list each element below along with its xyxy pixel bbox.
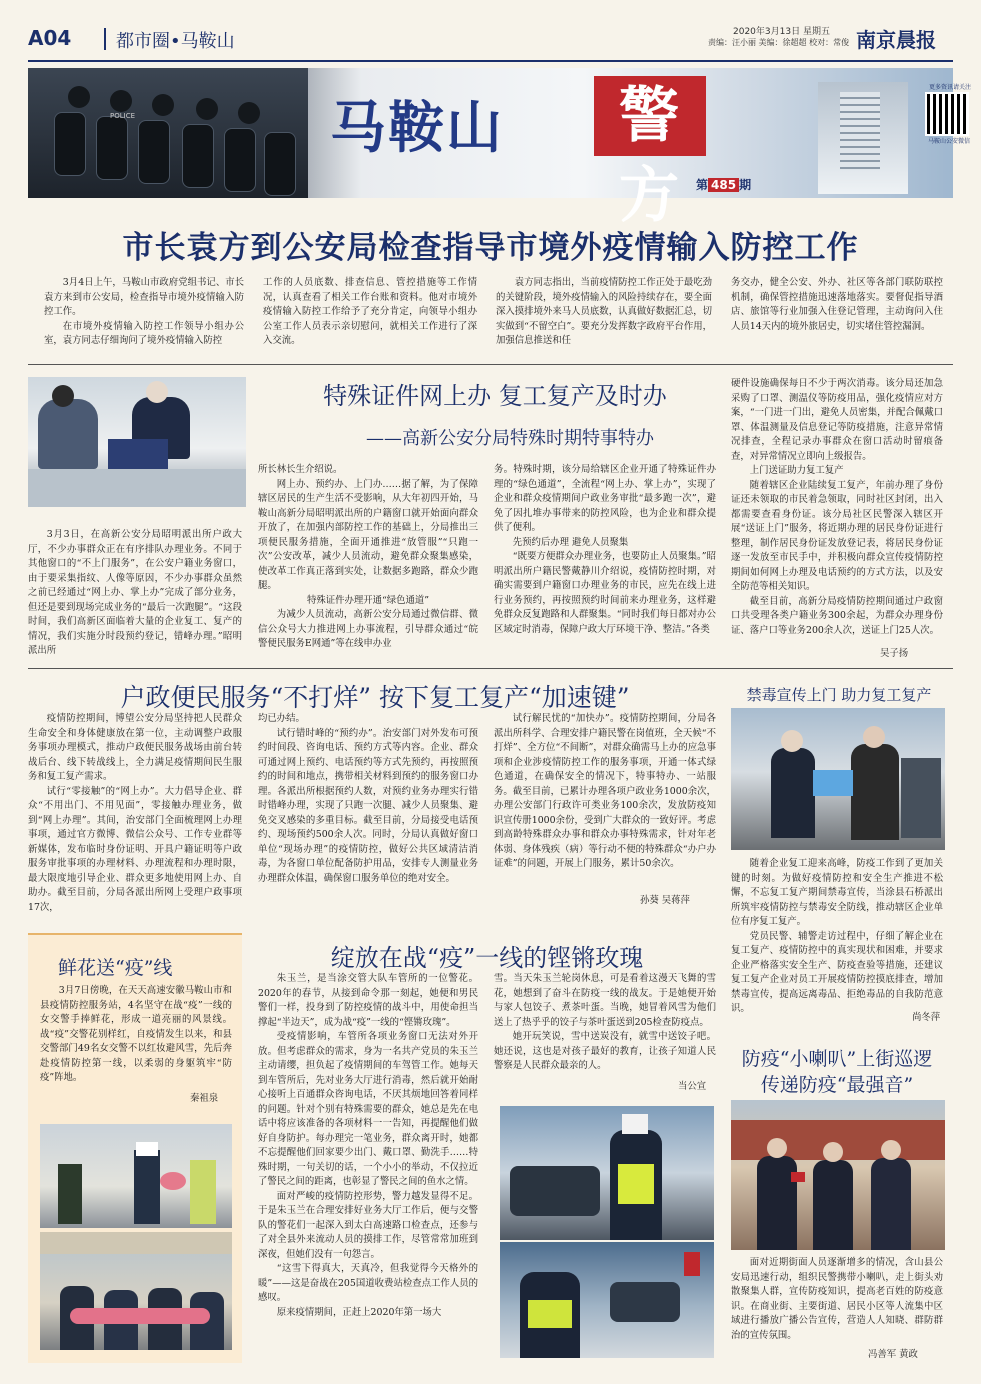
article7-body: 面对近期街面人员逐渐增多的情况，含山县公安局迅速行动，组织民警携带小喇叭，走上街头劝散聚集人群，宣传防疫知识，提高老百姓的防疫意识。在商业街、主要街道、居民小区等人流集中区域进行播放广播公告宣传，营造人人知晓、群防群治的宣传氛围。	[731, 1257, 943, 1341]
article6-photo2	[500, 1242, 714, 1358]
article3-col3: 试行解民忧的“加快办”。疫情防控期间，分局各派出所科学、合理安排户籍民警在岗值班，全天候“不打烊”、全方位“不间断”，对群众确需马上办的应急事项和企业涉疫情防控工作的服务事项，开通一体式绿色通道，在确保安全的情况下，特事特办、一站服务。截至目前，已累计办理各项户政业务1000余次，办理公安部门行政许可类业务100余次，发放防疫知识宣传册1000余份，受到广大群众的一致好评。考虑到高龄特殊群众办事和群众办事特殊需求，针对年老体弱、身体残疾（病）等行动不便的特殊群众“办户办证难”的问题，开展上门服务，累计50余次。	[494, 713, 716, 869]
article1-col4: 务交办，健全公安、外办、社区等各部门联防联控机制，确保管控措施迅速落地落实。要督促指导酒店、旅馆等行业加强入住登记管理，主动询问入住人员14天内的境外旅居史，切实堵住管控漏洞。	[731, 277, 943, 332]
page-header	[28, 22, 953, 62]
divider	[28, 668, 953, 669]
qr-label: 马鞍山公安微信	[927, 138, 970, 145]
article6-photo1	[500, 1106, 714, 1240]
article5-body: 3月7日傍晚，在天天高速安徽马鞍山市和县疫情防控服务站，4名坚守在战“疫”一线的女交警手捧鲜花，形成一道亮丽的风景线。战“疫”交警花别样红，自疫情发生以来，和县交警部门49名女交警不以红妆避风雪，先后奔赴疫情防控第一线，以柔弱的身躯筑牢“防疫”阵地。	[40, 985, 232, 1083]
article5-author: 秦祖泉	[190, 1093, 219, 1104]
issue-date: 2020年3月13日 星期五	[733, 27, 830, 37]
editor-credits: 责编：汪小丽 美编：徐超超 校对：常俊	[708, 38, 850, 47]
article6-col2: 雪。当天朱玉兰轮岗休息，可是看着这漫天飞舞的雪花，她想到了奋斗在防疫一线的战友。于是她便开始与家人包饺子、煮茶叶蛋。当晚，她冒着风雪为他们送上了热乎乎的饺子与茶叶蛋送到205检查防疫点。 她开玩笑说，雪中送炭没有，就雪中送饺子吧。她还说，这也是对孩子最好的教育，让孩子知道人民警察是人民群众最亲的人。	[494, 973, 716, 1071]
article2-title: 特殊证件网上办 复工复产及时办	[323, 382, 667, 410]
article2-photo	[28, 377, 246, 507]
article5-photo2	[40, 1232, 232, 1350]
issue-number: 第 485 期	[696, 178, 752, 192]
article4-body: 随着企业复工迎来高峰，防疫工作到了更加关键的时刻。为做好疫情防控和安全生产推进不松懈，不忘复工复产期间禁毒宣传，当涂县石桥派出所筑牢疫情防控与禁毒安全防线，推动辖区企业单位有序复工复产。 党员民警、辅警走访过程中，仔细了解企业在复工复产、疫情防控中的真实现状和困难，并要求企业严格落实安全生产、防疫查验等措施，还建议复工复产企业对员工开展疫情防控摸底排查，增加禁毒宣传，提高远离毒品、拒绝毒品的自我防范意识。	[731, 858, 943, 1014]
page-number: A04	[28, 26, 72, 50]
article2-col2: 所长林长生介绍说。 网上办、预约办、上门办……据了解，为了保障辖区居民的生产生活不受影响，从大年初四开始，马鞍山高新分局昭明派出所的户籍窗口就开始面向群众开放了，在加强内部防控工作的基础上，分局推出三项便民服务措施，全面开通推进“放管服”“只跑一次”公安改革，减少人员流动，避免群众聚集感染，使改革工作真正落到实处，让数据多跑路，群众少跑腿。 特殊证件办理开通“绿色通道” 为减少人员流动，高新公安分局通过微信群、微信公众号大力推进网上办事流程，引导群众通过“皖警便民服务E网通”等在线申办业	[258, 464, 478, 649]
divider	[28, 364, 953, 365]
article1-col1: 3月4日上午，马鞍山市政府党组书记、市长袁方来到市公安局，检查指导市境外疫情输入防控工作。 在市境外疫情输入防控工作领导小组办公室，袁方同志仔细询问了境外疫情输入防控	[44, 277, 244, 346]
article2-author: 吴子扬	[880, 648, 909, 659]
article6-title: 绽放在战“疫”一线的铿锵玫瑰	[330, 944, 644, 972]
section-name: 都市圈•马鞍山	[116, 31, 235, 52]
police-text: POLICE	[110, 112, 136, 120]
article6-author: 当公宣	[678, 1081, 707, 1092]
building-tower	[840, 92, 880, 170]
article4-title: 禁毒宣传上门 助力复工复产	[746, 686, 932, 704]
article6-col1: 朱玉兰，是当涂交管大队车管所的一位警花。2020年的春节，从接到命令那一刻起，她便和男民警们一样，投身到了防控疫情的战斗中，用使命担当撑起“半边天”，成为战“疫”一线的“铿锵玫瑰”。 受疫情影响，车管所各项业务窗口无法对外开放。但考虑群众的需求，身为一名共产党员的朱玉兰主动请缨，担负起了疫情期间的车驾管工作。她每天到车管所后，先对业务大厅进行消毒，然后就开始耐心接听上百通群众咨询电话，不厌其烦地回答着同样的问题。针对个别有特殊需要的群众，她总是先在电话中将应该准备的各项材料一一告知，再提醒他们做好自身防护。每办理完一笔业务，群众离开时，她都不忘提醒他们回家要少出门、戴口罩、勤洗手……特殊时期，一句关切的话，一个小小的举动，不仅拉近了警民之间的距离，也彰显了警民之间的鱼水之情。 面对严峻的疫情防控形势，警力越发显得不足。于是朱玉兰在合理安排好业务大厅工作后，便与交警队的警花们一起深入到太白高速路口检查点，还参与了对全县外来流动人员的摸排工作，尽管常常加班到深夜，但她们没有一句怨言。 “这雪下得真大，天真冷，但我觉得今天格外的暖”——这是奋战在205国道收费站检查点工作人员的感叹。 原来疫情期间，正赶上2020年第一场大	[258, 973, 478, 1318]
article5-photo1	[40, 1124, 232, 1228]
article1-title: 市长袁方到公安局检查指导市境外疫情输入防控工作	[122, 230, 859, 266]
banner-title: 马鞍山	[330, 95, 504, 161]
banner-police-photo	[28, 68, 308, 198]
article7-author: 冯善军 黄政	[868, 1349, 918, 1360]
article1-col3: 袁方同志指出，当前疫情防控工作正处于最吃劲的关键阶段，境外疫情输入的风险持续存在，要全面深入摸排境外来马人员底数，认真做好数据汇总，切实做到“不留空白”。要充分发挥数字政府平台作用，加强信息推送和任	[496, 277, 712, 346]
article5-title: 鲜花送“疫”线	[58, 957, 173, 979]
article3-title: 户政便民服务“不打烊” 按下复工复产“加速键”	[120, 683, 630, 712]
article2-col1: 3月3日，在高新公安分局昭明派出所户政大厅，不少办事群众正在有序排队办理业务。不同于其他窗口的“不上门服务”，在公安户籍业务窗口，由于要采集指纹、人像等原因，不少办事群众虽然之前已经通过“网上办、掌上办”完成了部分业务，但还是要到现场完成业务的“最后一次跑腿”。“这段时间，我们高新区面临着大量的企业复工、复产的情况，我们实施分时段预约登记，错峰办理。”昭明派出所	[28, 529, 242, 656]
article7-title: 防疫“小喇叭”上街巡逻 传递防疫“最强音”	[741, 1048, 933, 1096]
article4-photo	[731, 708, 945, 850]
article2-col4: 硬件设施确保每日不少于两次消毒。该分局还加急采购了口罩、测温仪等防疫用品，强化疫情应对方案，“一门进一门出，避免人员密集，并配合佩戴口罩、体温测量及信息登记等防疫措施，注意异常情况排查，全程记录办事群众在窗口活动时留痕备查，对异常情况立即向上级报告。 上门送证助力复工复产 随着辖区企业陆续复工复产，年前办理了身份证还未领取的市民着急领取，同时社区封闭，出入都需要查看身份证。该分局社区民警深入辖区开展“送证上门”服务，将近期办理的居民身份证进行整理，制作居民身份证发放登记表，将居民身份证逐一发放至市民手中，并积极向群众宣传疫情防控期间如何网上办理及电话预约的方式方法，以及安全防范等相关知识。 截至目前，高新分局疫情防控期间通过户政窗口共受理各类户籍业务300余起，为群众办理身份证、落户口等业务200余人次，送证上门25人次。	[731, 378, 943, 636]
article4-author: 尚冬萍	[912, 1012, 941, 1023]
column-banner	[28, 68, 971, 231]
qr-code[interactable]	[925, 92, 969, 136]
article3-author: 孙葵 吴蒋萍	[640, 895, 690, 906]
article1-col2: 工作的人员底数、排查信息、管控措施等工作情况，认真查看了相关工作台账和资料。他对市境外疫情输入防控工作给予了充分肯定，向领导小组办公室工作人员表示亲切慰问，就相关工作进行了深入交流。	[263, 277, 477, 346]
article3-col1: 疫情防控期间，博望公安分局坚持把人民群众生命安全和身体健康放在第一位，主动调整户政服务事项办理模式，推动户政便民服务战场由前台转战后台、线下转战线上，全力满足疫情期间民生服务和复工复产需求。 试行“零接触”的“网上办”。大力倡导企业、群众“不用出门、不用见面”，零接触办理业务，做到“网上办理”。其间，治安部门全面梳理网上办理事项，通过官方微博、微信公众号、工作专业群等新媒体，发布临时身份证明、开具户籍证明等户政服务审批事项的办理材料、办理流程和办理时限，最大限度地引导企业、群众更多地使用网上办、自助办。截至目前，分局各派出所网上受理户政事项17次，	[28, 713, 242, 913]
qr-caption: 更多资讯请关注	[928, 84, 971, 91]
banner-highlight: 警方	[594, 76, 706, 156]
article7-photo	[731, 1100, 945, 1250]
article3-col2: 均已办结。 试行错时峰的“预约办”。治安部门对外发布可预约时间段、咨询电话、预约方式等内容。企业、群众可通过网上预约、电话预约等方式先预约，再按照预约的时间和地点，携带相关材料到预约的服务窗口办理。各派出所根据预约人数，对预约业务办理实行错时错峰办理，实现了只跑一次腿、减少人员聚集、避免交叉感染的多重目标。截至目前，分局接受电话预约、现场预约500余人次。同时，分局认真做好窗口单位“现场办理”的疫情防控，做好公共区域清洁消毒，为各窗口单位配备防护用品，安排专人测量业务办理群众体温，确保窗口服务单位的绝对安全。	[258, 713, 478, 884]
article2-col3: 务。特殊时期，该分局给辖区企业开通了特殊证件办理的“绿色通道”，全流程“网上办、掌上办”，实现了企业和群众疫情期间户政业务审批“最多跑一次”，避免了因扎堆办事带来的防控风险，也为企业和群众提供了便利。 先预约后办理 避免人员聚集 “既要方便群众办理业务，也要防止人员聚集。”昭明派出所户籍民警戴静川介绍说，疫情防控时期，对确实需要到户籍窗口办理业务的市民，应先在线上进行业务预约，再按照预约时间前来办理业务，这样避免群众反复跑路和人群聚集。“同时我们每日都对办公区域定时消毒，保障户政大厅环境干净、整洁。”各类	[494, 464, 716, 635]
newspaper-logo: 南京晨报	[856, 28, 936, 52]
header-divider	[104, 28, 106, 50]
article2-subtitle: ——高新公安分局特殊时期特事特办	[366, 428, 654, 449]
